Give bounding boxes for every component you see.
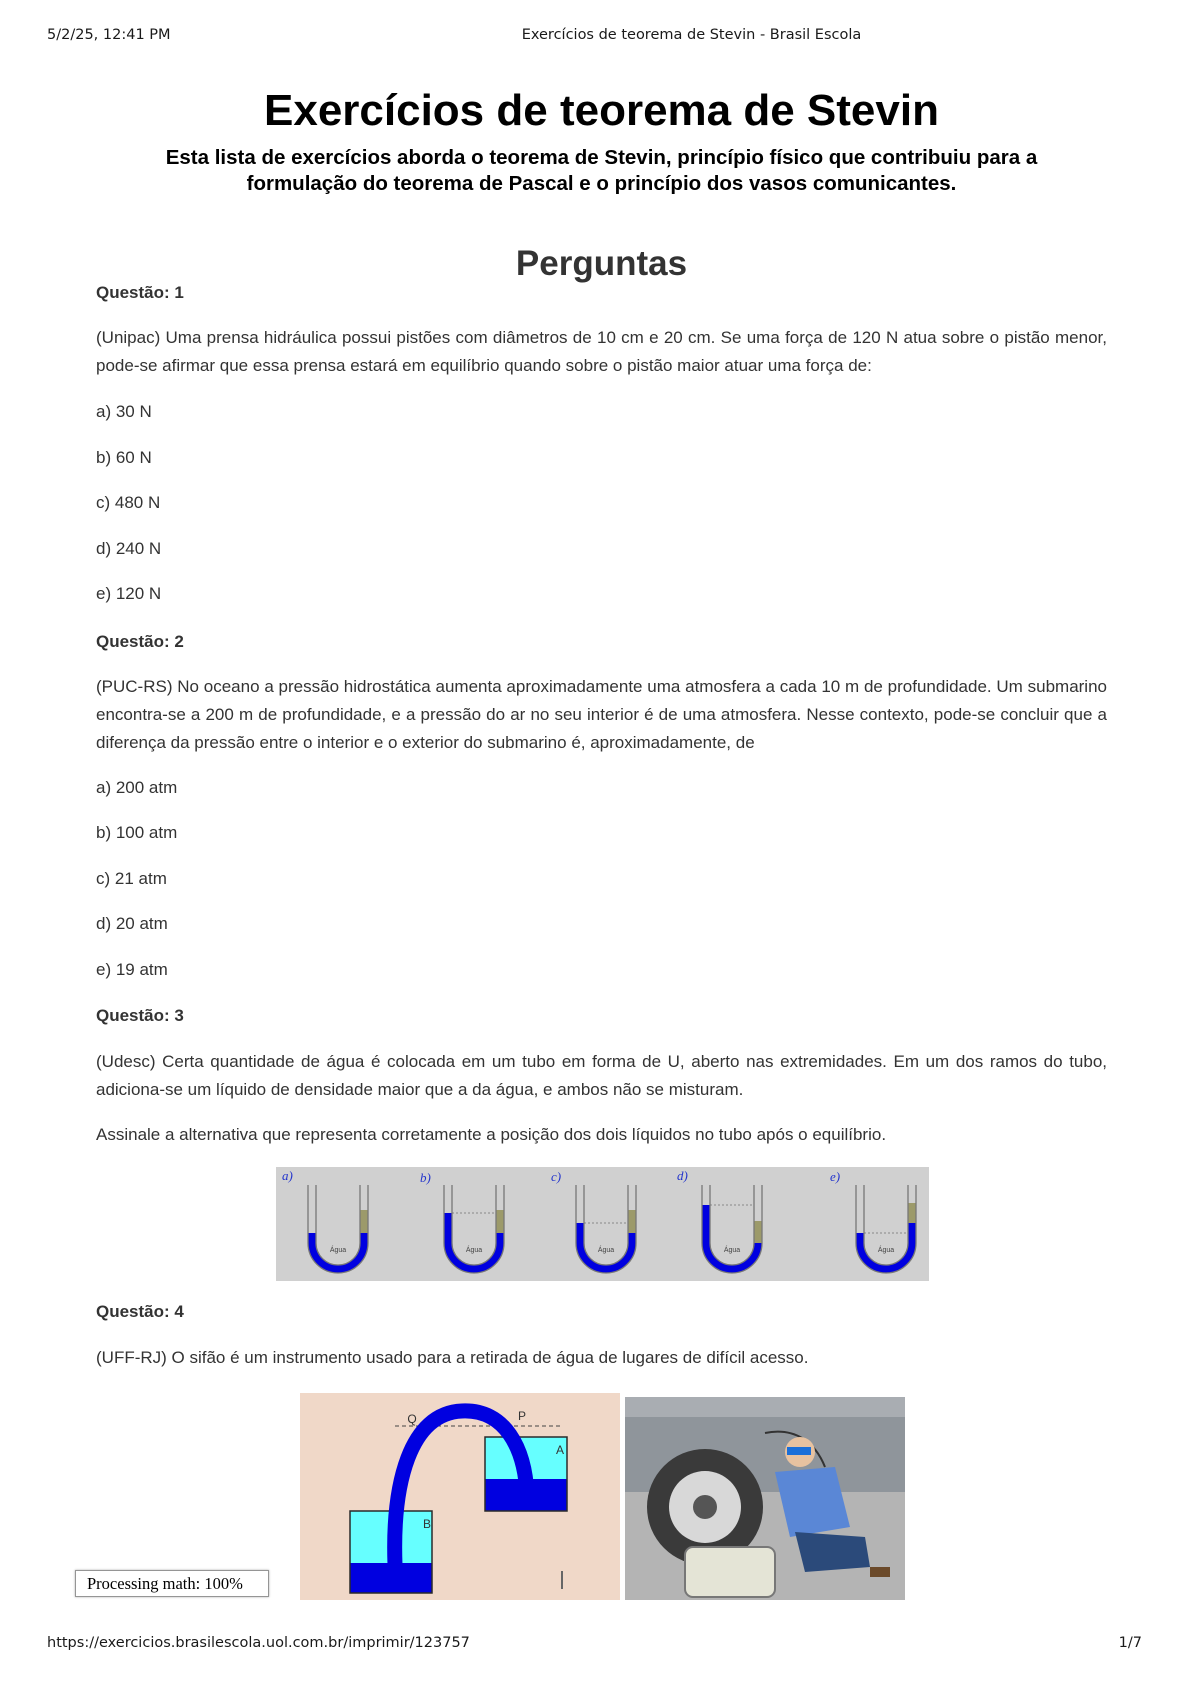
- question-1-option-a: a) 30 N: [96, 402, 152, 421]
- page-subtitle: Esta lista de exercícios aborda o teorema de Stevin, princípio físico que contribuiu para a formulação do teorema de Pascal e o princípio dos vasos comunicantes.: [165, 146, 1038, 195]
- print-page-number: 1/7: [1118, 1635, 1142, 1651]
- question-3-text-2: Assinale a alternativa que representa corretamente a posição dos dois líquidos no tubo após o equilíbrio.: [96, 1125, 887, 1144]
- question-1-option-d: d) 240 N: [96, 539, 162, 558]
- question-3-label: Questão: 3: [96, 1006, 184, 1025]
- question-1-option-b: b) 60 N: [96, 448, 152, 467]
- siphon-diagram: [300, 1393, 620, 1600]
- question-2-text: (PUC-RS) No oceano a pressão hidrostática aumenta aproximadamente uma atmosfera a cada 10 m de profundidade. Um submarino encontra-se a 200 m de profundidade, e a pressão do ar no seu interior é de uma atmosfera. Nesse contexto, pode-se concluir que a diferença da pressão entre o interior e o exterior do submarino é, aproximadamente, de: [96, 677, 1107, 752]
- question-2-option-d: d) 20 atm: [96, 914, 168, 933]
- question-2-option-a: a) 200 atm: [96, 778, 178, 797]
- question-3-text: (Udesc) Certa quantidade de água é colocada em um tubo em forma de U, aberto nas extremidades. Em um dos ramos do tubo, adiciona-se um líquido de densidade maior que a da água, e ambos não se misturam.: [96, 1052, 1107, 1099]
- question-1-option-e: e) 120 N: [96, 584, 162, 603]
- siphon-label-q: Q: [407, 1412, 417, 1426]
- page-title: Exercícios de teorema de Stevin: [264, 86, 939, 135]
- processing-math-indicator: Processing math: 100%: [75, 1570, 269, 1597]
- siphon-photo: [625, 1397, 905, 1600]
- print-header: [0, 27, 1191, 47]
- u-tube-d-label: d): [677, 1168, 688, 1183]
- question-2-option-e: e) 19 atm: [96, 960, 168, 979]
- question-1-label: Questão: 1: [96, 283, 184, 302]
- u-tube-b-label: b): [420, 1170, 431, 1185]
- u-tube-a-label: a): [282, 1168, 293, 1183]
- siphon-label-a: A: [556, 1443, 565, 1457]
- u-tube-d-water-label: Água: [723, 1247, 741, 1254]
- u-tube-a-water-label: Água: [329, 1247, 347, 1254]
- siphon-label-p: P: [517, 1409, 527, 1423]
- u-tube-c-water-label: Água: [597, 1247, 615, 1254]
- question-2-label: Questão: 2: [96, 632, 184, 651]
- print-datetime: 5/2/25, 12:41 PM: [47, 27, 171, 43]
- question-1-text: (Unipac) Uma prensa hidráulica possui pistões com diâmetros de 10 cm e 20 cm. Se uma força de 120 N atua sobre o pistão menor, pode-se afirmar que essa prensa estará em equilíbrio quando sobre o pistão maior atuar uma força de:: [96, 328, 1107, 375]
- siphon-label-b: B: [423, 1517, 432, 1531]
- print-url: https://exercicios.brasilescola.uol.com.br/imprimir/123757: [47, 1635, 470, 1651]
- section-title: Perguntas: [515, 244, 688, 283]
- question-4-text: (UFF-RJ) O sifão é um instrumento usado para a retirada de água de lugares de difícil acesso.: [96, 1348, 809, 1367]
- u-tube-c-label: c): [551, 1169, 562, 1184]
- question-1-option-c: c) 480 N: [96, 493, 161, 512]
- question-4-label: Questão: 4: [96, 1302, 184, 1321]
- u-tube-b-water-label: Água: [465, 1247, 483, 1254]
- question-2-option-b: b) 100 atm: [96, 823, 178, 842]
- u-tube-figure: [276, 1167, 929, 1281]
- u-tube-e-label: e): [830, 1169, 841, 1184]
- u-tube-e-water-label: Água: [877, 1247, 895, 1254]
- question-2-option-c: c) 21 atm: [96, 869, 167, 888]
- print-page-title: Exercícios de teorema de Stevin - Brasil Escola: [521, 27, 862, 43]
